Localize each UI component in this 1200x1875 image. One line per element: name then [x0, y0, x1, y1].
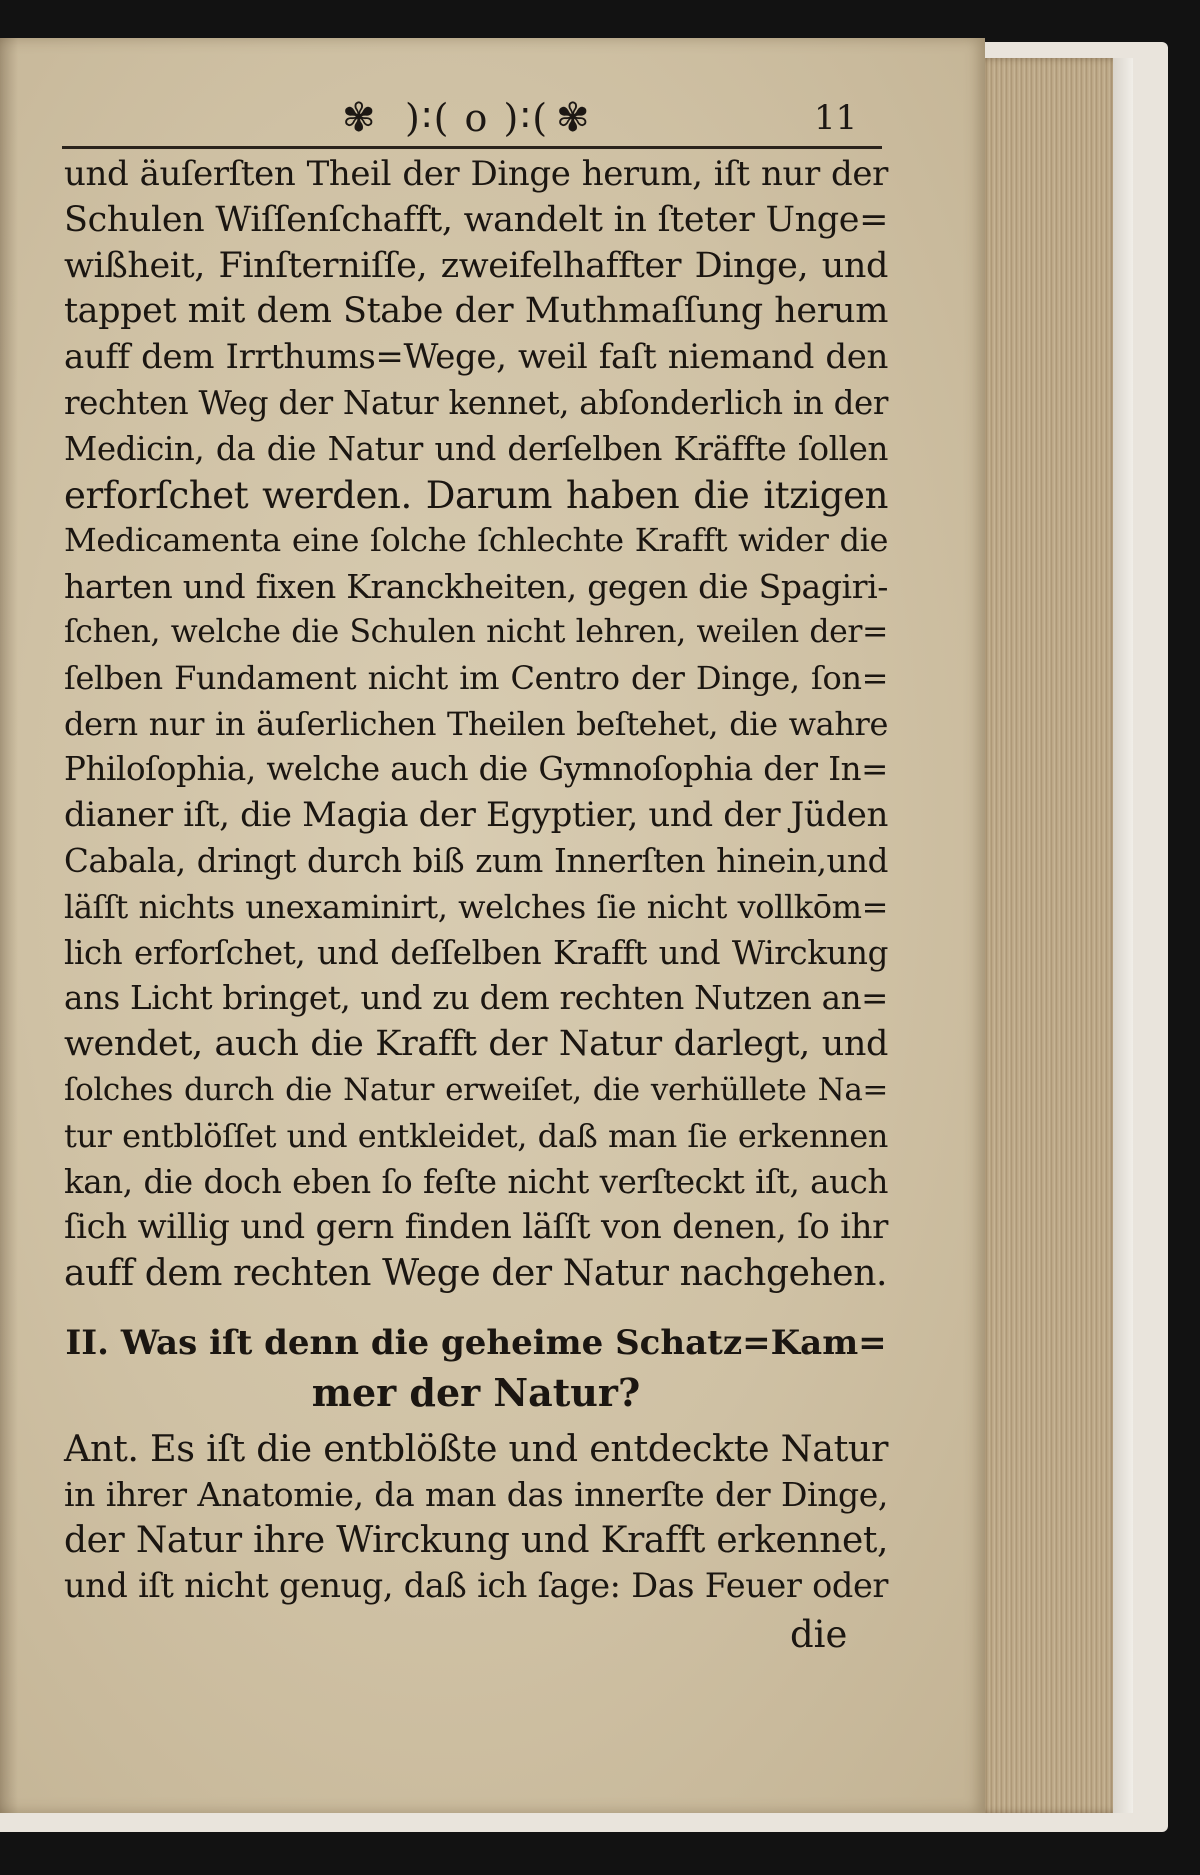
text-line: dianer iſt, die Magia der Egyptier, und der Jüden — [64, 795, 888, 836]
text-line: auff dem rechten Wege der Natur nachgehen. — [64, 1253, 888, 1295]
paragraph-2 — [64, 1426, 888, 1609]
text-line: ſich willig und gern finden läſſt von denen, ſo ihr — [64, 1207, 888, 1248]
text-line: Schulen Wiſſenſchafft, wandelt in ſteter Unge= — [64, 199, 888, 240]
flower-ornament-icon: ✾ — [556, 95, 590, 141]
text-line: kan, die doch eben ſo feſte nicht verſteckt iſt, auch — [64, 1162, 888, 1201]
text-line: tur entblöſſet und entkleidet, daß man ſie erkennen — [64, 1116, 888, 1155]
header-rule — [62, 146, 882, 149]
text-line: Philoſophia, welche auch die Gymnoſophia der In= — [64, 750, 888, 789]
paragraph-1 — [64, 152, 888, 1297]
question-line: II. Was iſt denn die geheime Schatz=Kam= — [65, 1323, 887, 1363]
text-line: Medicin, da die Natur und derſelben Kräffte ſollen — [64, 429, 888, 468]
text-line: und äuſerſten Theil der Dinge herum, iſt nur der — [64, 154, 888, 194]
text-line: tappet mit dem Stabe der Muthmaſſung herum — [64, 291, 888, 332]
question-line: mer der Natur? — [311, 1370, 641, 1415]
text-line: erforſchet werden. Darum haben die itzigen — [64, 473, 888, 517]
flower-ornament-icon: ✾ — [342, 95, 376, 141]
text-line: und iſt nicht genug, daß ich ſage: Das Feuer oder — [64, 1566, 888, 1606]
text-line: läſſt nichts unexaminirt, welches ſie nicht vollkōm= — [64, 887, 888, 926]
gutter-shadow — [0, 38, 18, 1813]
text-line: lich erforſchet, und deſſelben Krafft und Wirckung — [64, 933, 888, 972]
text-line: Medicamenta eine ſolche ſchlechte Krafft wider die — [64, 521, 888, 560]
running-header — [62, 88, 882, 148]
text-line: ſolches durch die Natur erweiſet, die verhüllete Na= — [64, 1071, 888, 1108]
page-edge — [978, 58, 1113, 1813]
text-line: ſelben Fundament nicht im Centro der Dinge, ſon= — [64, 658, 888, 697]
text-line: rechten Weg der Natur kennet, abſonderlich in der — [64, 383, 888, 422]
text-line: harten und fixen Kranckheiten, gegen die Spagiri- — [64, 567, 888, 607]
cover-edge — [1113, 58, 1133, 1813]
page-number: 11 — [814, 98, 858, 138]
text-line: in ihrer Anatomie, da man das innerſte der Dinge, — [64, 1474, 888, 1514]
text-line: dern nur in äuſerlichen Theilen beſtehet, die wahre — [64, 704, 888, 743]
text-line: ans Licht bringet, und zu dem rechten Nutzen an= — [64, 979, 888, 1018]
text-line: der Natur ihre Wirckung und Krafft erkennet, — [64, 1519, 888, 1561]
text-line: Ant. Es iſt die entblößte und entdeckte Natur — [64, 1427, 888, 1470]
text-line: Cabala, dringt durch biß zum Innerſten hinein,und — [64, 841, 888, 880]
text-line: ſchen, welche die Schulen nicht lehren, weilen der= — [64, 613, 888, 650]
question-heading — [64, 1318, 888, 1418]
text-line: auff dem Irrthums=Wege, weil faſt niemand den — [64, 337, 888, 378]
text-line: wendet, auch die Krafft der Natur darlegt, und — [64, 1024, 888, 1065]
catchword: die — [790, 1613, 848, 1656]
text-line: wißheit, Finſterniſſe, zweifelhaffter Dinge, und — [64, 245, 888, 286]
header-mark: )∶( o )∶( — [404, 96, 550, 140]
